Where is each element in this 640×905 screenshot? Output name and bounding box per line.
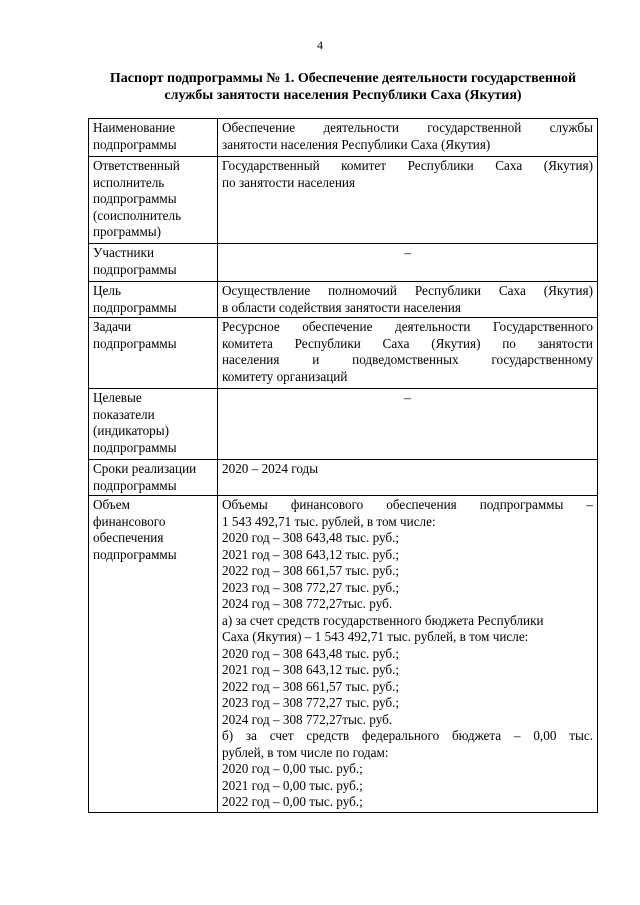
row-value-indicators: – bbox=[218, 389, 598, 460]
row-label-tasks: Задачи подпрограммы bbox=[89, 318, 218, 389]
table-row bbox=[89, 496, 598, 813]
table-row bbox=[89, 282, 598, 318]
row-label-timeframe: Сроки реализации подпрограммы bbox=[89, 460, 218, 496]
page-number: 4 bbox=[317, 38, 323, 52]
table-row bbox=[89, 244, 598, 282]
row-value-name: Обеспечение деятельности государственной службы занятости населения Республики Саха (Якутия) bbox=[218, 119, 598, 157]
row-label-name: Наименование подпрограммы bbox=[89, 119, 218, 157]
row-value-goal: Осуществление полномочий Республики Саха (Якутия) в области содействия занятости населения bbox=[218, 282, 598, 318]
row-label-participants: Участники подпрограммы bbox=[89, 244, 218, 282]
row-value-tasks: Ресурсное обеспечение деятельности Государственного комитета Республики Саха (Якутия) по занятости населения и подведомственных государственному комитету организаций bbox=[218, 318, 598, 389]
row-label-indicators: Целевые показатели (индикаторы) подпрограммы bbox=[89, 389, 218, 460]
table-row bbox=[89, 389, 598, 460]
row-value-funding: Объемы финансового обеспечения подпрограммы – 1 543 492,71 тыс. рублей, в том числе: 2020 год – 308 643,48 тыс. руб.; 2021 год – 308 643,12 тыс. руб.; 2022 год – 308 661,57 тыс. руб.; 2023 год – 308 772,27 тыс. руб.; 2024 год – 308 772,27тыс. руб. а) за счет средств государственного бюджета Республики Саха (Якутия) – 1 543 492,71 тыс. рублей, в том числе: 2020 год – 308 643,48 тыс. руб.; 2021 год – 308 643,12 тыс. руб.; 2022 год – 308 661,57 тыс. руб.; 2023 год – 308 772,27 тыс. руб.; 2024 год – 308 772,27тыс. руб. б) за счет средств федерального бюджета – 0,00 тыс. рублей, в том числе по годам: 2020 год – 0,00 тыс. руб.; 2021 год – 0,00 тыс. руб.; 2022 год – 0,00 тыс. руб.; bbox=[218, 496, 598, 813]
title-line: службы занятости населения Республики Саха (Якутия) bbox=[164, 88, 522, 103]
row-value-timeframe: 2020 – 2024 годы bbox=[218, 460, 598, 496]
table-row bbox=[89, 460, 598, 496]
table-row bbox=[89, 157, 598, 244]
row-value-responsible: Государственный комитет Республики Саха (Якутия) по занятости населения bbox=[218, 157, 598, 244]
passport-table bbox=[88, 118, 598, 813]
row-value-participants: – bbox=[218, 244, 598, 282]
row-label-goal: Цель подпрограммы bbox=[89, 282, 218, 318]
row-label-funding: Объем финансового обеспечения подпрограммы bbox=[89, 496, 218, 813]
table-row bbox=[89, 119, 598, 157]
title-line: Паспорт подпрограммы № 1. Обеспечение деятельности государственной bbox=[109, 71, 577, 86]
row-label-responsible: Ответственный исполнитель подпрограммы (соисполнитель программы) bbox=[89, 157, 218, 244]
document-title bbox=[88, 70, 598, 104]
table-row bbox=[89, 318, 598, 389]
